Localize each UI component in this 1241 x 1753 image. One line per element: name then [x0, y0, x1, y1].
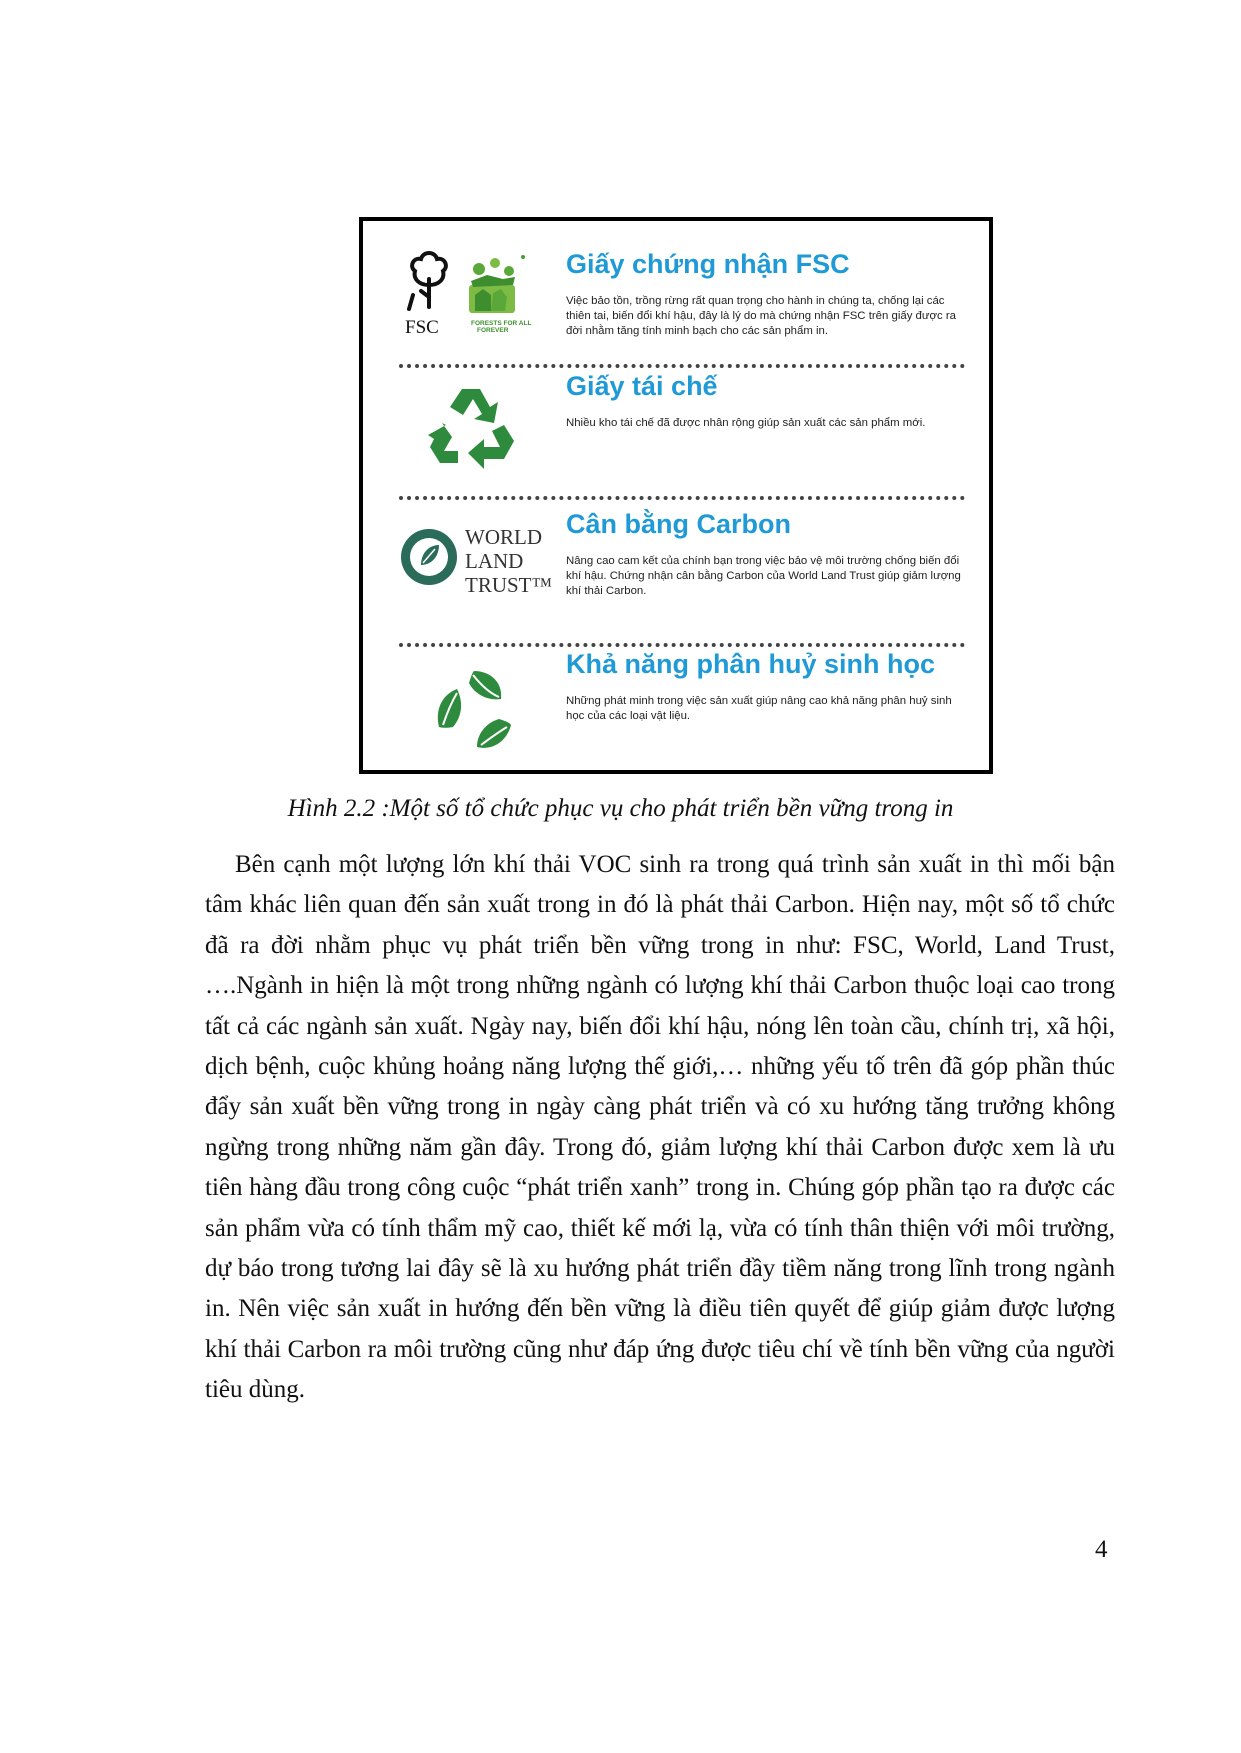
wlt-line: LAND [465, 549, 524, 573]
dotted-separator [399, 643, 965, 647]
svg-text:FORESTS FOR ALL: FORESTS FOR ALL [471, 320, 532, 327]
cert-title: Giấy chứng nhận FSC [566, 249, 850, 279]
cert-description: Việc bảo tồn, trồng rừng rất quan trọng cho hành in chúng ta, chống lại các thiên tai, biến đổi khí hậu, đây là lý do mà chứng nhận FSC trên giấy được ra đời nhằm tăng tính minh bạch cho các sản phẩm in. [566, 295, 956, 337]
world-land-trust-logo [399, 521, 559, 601]
cert-description: Nâng cao cam kết của chính bạn trong việc bảo vệ môi trường chống biến đổi khí hậu. Chứng nhận cân bằng Carbon của World Land Trust giúp giảm lượng khí thải Carbon. [566, 555, 961, 597]
cert-title: Giấy tái chế [566, 371, 718, 401]
svg-text:FOREVER: FOREVER [477, 327, 509, 334]
dotted-separator [399, 364, 965, 368]
wlt-line: TRUST™ [465, 573, 553, 597]
recycle-icon [428, 381, 518, 471]
body-paragraph: Bên cạnh một lượng lớn khí thải VOC sinh ra trong quá trình sản xuất in thì mối bận tâm khác liên quan đến sản xuất trong in đó là phát thải Carbon. Hiện nay, một số tổ chức đã ra đời nhằm phục vụ phát triển bền vững trong in như: FSC, World, Land Trust, ….Ngành in hiện là một trong những ngành có lượng khí thải Carbon thuộc loại cao trong tất cả các ngành sản xuất. Ngày nay, biến đổi khí hậu, nóng lên toàn cầu, chính trị, xã hội, dịch bệnh, cuộc khủng hoảng năng lượng thế giới,… những yếu tố trên đã góp phần thúc đẩy sản xuất bền vững trong in ngày càng phát triển và có xu hướng tăng trưởng không ngừng trong những năm gần đây. Trong đó, giảm lượng khí thải Carbon được xem là ưu tiên hàng đầu trong công cuộc “phát triển xanh” trong in. Chúng góp phần tạo ra được các sản phẩm vừa có tính thẩm mỹ cao, thiết kế mới lạ, vừa có tính thân thiện với môi trường, dự báo trong tương lai đây sẽ là xu hướng phát triển đầy tiềm năng trong lĩnh trong ngành in. Nên việc sản xuất in hướng đến bền vững là điều tiên quyết để giúp giảm được lượng khí thải Carbon ra môi trường cũng như đáp ứng được tiêu chí về tính bền vững của người tiêu dùng. [205, 851, 1115, 1404]
dotted-separator [399, 496, 965, 500]
cert-title: Khả năng phân huỷ sinh học [566, 649, 936, 679]
cert-description: Những phát minh trong việc sản xuất giúp nâng cao khả năng phân huỷ sinh học của các loại vật liệu. [566, 695, 952, 722]
certification-figure [359, 217, 993, 774]
leaf-cycle-icon [429, 667, 519, 757]
page-number: 4 [1095, 1536, 1108, 1563]
cert-description: Nhiều kho tái chế đã được nhân rộng giúp sản xuất các sản phẩm mới. [566, 417, 926, 429]
cert-title: Cân bằng Carbon [566, 509, 792, 539]
figure-caption: Hình 2.2 :Một số tổ chức phục vụ cho phát triển bền vững trong in [287, 795, 954, 822]
svg-text:FSC: FSC [405, 317, 439, 338]
fsc-tree-logo [391, 239, 541, 349]
wlt-line: WORLD [465, 525, 542, 549]
